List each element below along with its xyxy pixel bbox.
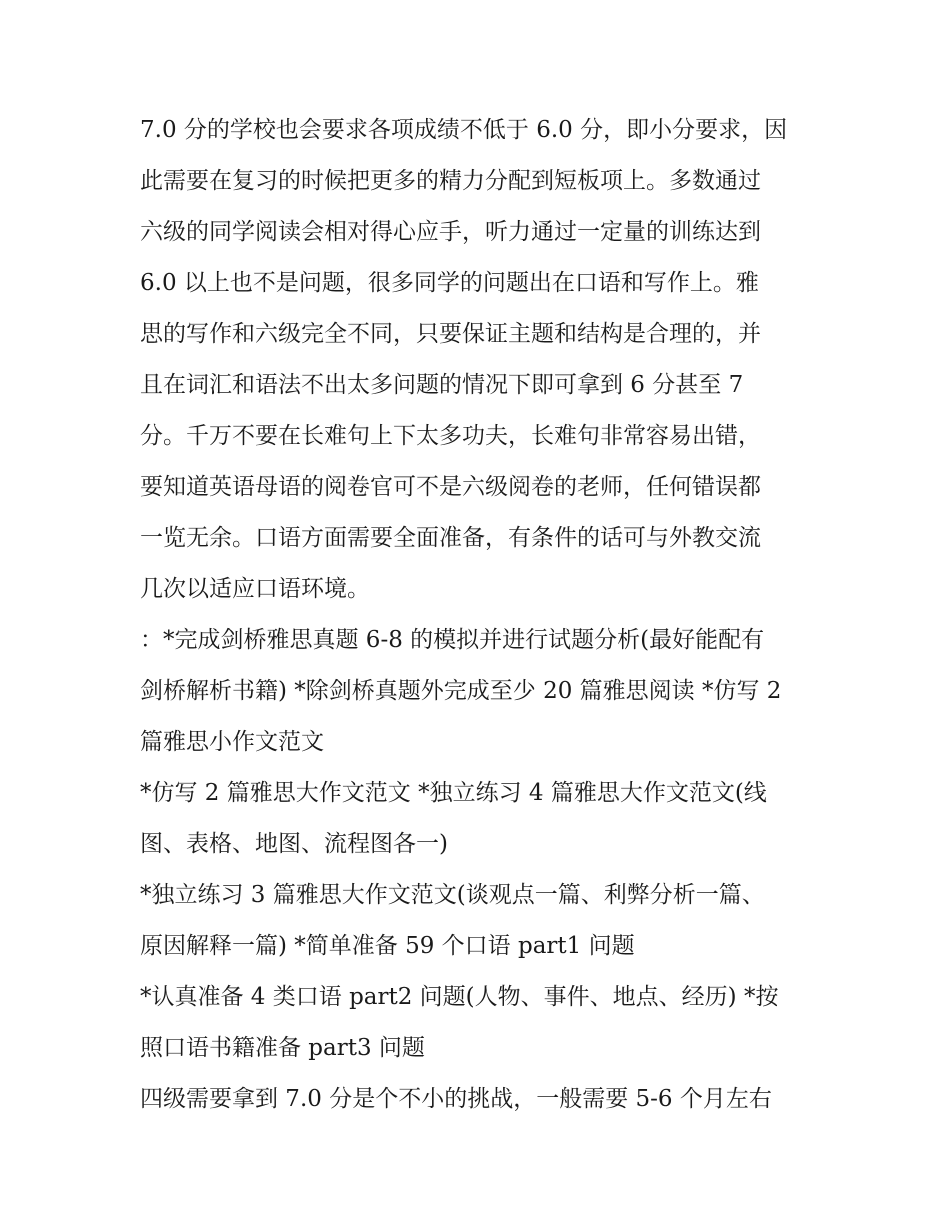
text-line: *仿写 2 篇雅思大作文范文 *独立练习 4 篇雅思大作文范文(线 [140, 780, 767, 806]
text-line: 原因解释一篇) *简单准备 59 个口语 part1 问题 [140, 933, 635, 959]
text-line: 7.0 分的学校也会要求各项成绩不低于 6.0 分，即小分要求，因 [140, 117, 788, 143]
text-line: 六级的同学阅读会相对得心应手，听力通过一定量的训练达到 [140, 219, 761, 245]
text-line: 6.0 以上也不是问题，很多同学的问题出在口语和写作上。雅 [140, 270, 759, 296]
text-line: 思的写作和六级完全不同，只要保证主题和结构是合理的，并 [140, 321, 761, 347]
text-line: 要知道英语母语的阅卷官可不是六级阅卷的老师，任何错误都 [140, 474, 761, 500]
text-line: ：*完成剑桥雅思真题 6-8 的模拟并进行试题分析(最好能配有 [140, 627, 765, 653]
text-line: 图、表格、地图、流程图各一) [140, 831, 448, 857]
text-line: 篇雅思小作文范文 [140, 729, 324, 755]
text-line: 几次以适应口语环境。 [140, 576, 370, 602]
text-line: 照口语书籍准备 part3 问题 [140, 1035, 425, 1061]
document-body [140, 105, 820, 1125]
text-line: *独立练习 3 篇雅思大作文范文(谈观点一篇、利弊分析一篇、 [140, 882, 765, 908]
text-line: 一览无余。口语方面需要全面准备，有条件的话可与外教交流 [140, 525, 761, 551]
text-line: *认真准备 4 类口语 part2 问题(人物、事件、地点、经历) *按 [140, 984, 779, 1010]
text-line: 剑桥解析书籍) *除剑桥真题外完成至少 20 篇雅思阅读 *仿写 2 [140, 678, 782, 704]
text-line: 四级需要拿到 7.0 分是个不小的挑战，一般需要 5-6 个月左右 [140, 1086, 772, 1112]
text-line: 此需要在复习的时候把更多的精力分配到短板项上。多数通过 [140, 168, 761, 194]
text-line: 分。千万不要在长难句上下太多功夫，长难句非常容易出错， [140, 423, 761, 449]
text-line: 且在词汇和语法不出太多问题的情况下即可拿到 6 分甚至 7 [140, 372, 744, 398]
